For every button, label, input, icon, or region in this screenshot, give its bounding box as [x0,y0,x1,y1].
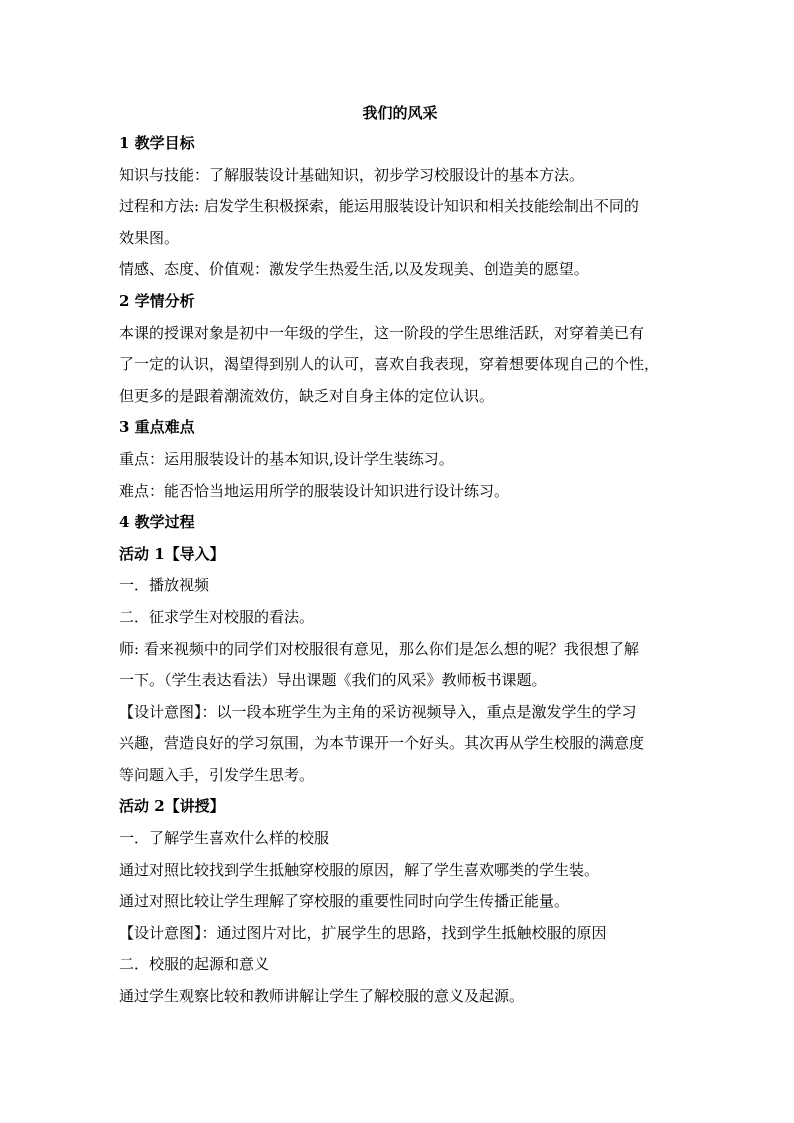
paragraph-line: 效果图。 [119,228,180,247]
paragraph-line: 本课的授课对象是初中一年级的学生，这一阶段的学生思维活跃，对穿着美已有 [119,323,645,342]
paragraph-line: 通过学生观察比较和教师讲解让学生了解校服的意义及起源。 [119,987,525,1006]
section-heading: 3 重点难点 [119,418,195,437]
section-heading: 活动 1【导入】 [119,544,225,563]
paragraph-line: 知识与技能：了解服装设计基础知识，初步学习校服设计的基本方法。 [119,165,585,184]
paragraph-line: 通过对照比较让学生理解了穿校服的重要性同时向学生传播正能量。 [119,892,570,911]
paragraph-line: 通过对照比较找到学生抵触穿校服的原因，解了学生喜欢哪类的学生装。 [119,860,600,879]
paragraph-line: 难点：能否恰当地运用所学的服装设计知识进行设计练习。 [119,481,510,500]
paragraph-line: 兴趣，营造良好的学习氛围，为本节课开一个好头。其次再从学生校服的满意度 [119,734,645,753]
document-title: 我们的风采 [362,104,438,122]
document-body [119,128,681,1013]
paragraph-line: 但更多的是跟着潮流效仿，缺乏对自身主体的定位认识。 [119,386,495,405]
paragraph-line: 重点：运用服装设计的基本知识,设计学生装练习。 [119,449,454,468]
paragraph-line: 一．播放视频 [119,576,210,595]
paragraph-line: 情感、态度、价值观：激发学生热爱生活,以及发现美、创造美的愿望。 [119,260,589,279]
paragraph-line: 了一定的认识，渴望得到别人的认可，喜欢自我表现，穿着想要体现自己的个性， [119,355,660,374]
paragraph-line: 二．征求学生对校服的看法。 [119,607,315,626]
paragraph-line: 【设计意图】：以一段本班学生为主角的采访视频导入，重点是激发学生的学习 [119,702,637,721]
document-page [119,98,681,1013]
paragraph-line: 一下。（学生表达看法）导出课题《我们的风采》教师板书课题。 [119,671,547,690]
paragraph-line: 过程和方法: 启发学生积极探索，能运用服装设计知识和相关技能绘制出不同的 [119,197,639,216]
section-heading: 4 教学过程 [119,513,195,532]
section-heading: 1 教学目标 [119,134,195,152]
paragraph-line: 二．校服的起源和意义 [119,955,270,974]
section-heading: 活动 2【讲授】 [119,797,225,816]
paragraph-line: 师: 看来视频中的同学们对校服很有意见，那么你们是怎么想的呢？我很想了解 [119,639,639,658]
section-heading: 2 学情分析 [119,291,195,310]
paragraph-line: 等问题入手，引发学生思考。 [119,765,315,784]
paragraph-line: 【设计意图】：通过图片对比，扩展学生的思路，找到学生抵触校服的原因 [119,923,607,942]
paragraph-line: 一．了解学生喜欢什么样的校服 [119,829,330,848]
